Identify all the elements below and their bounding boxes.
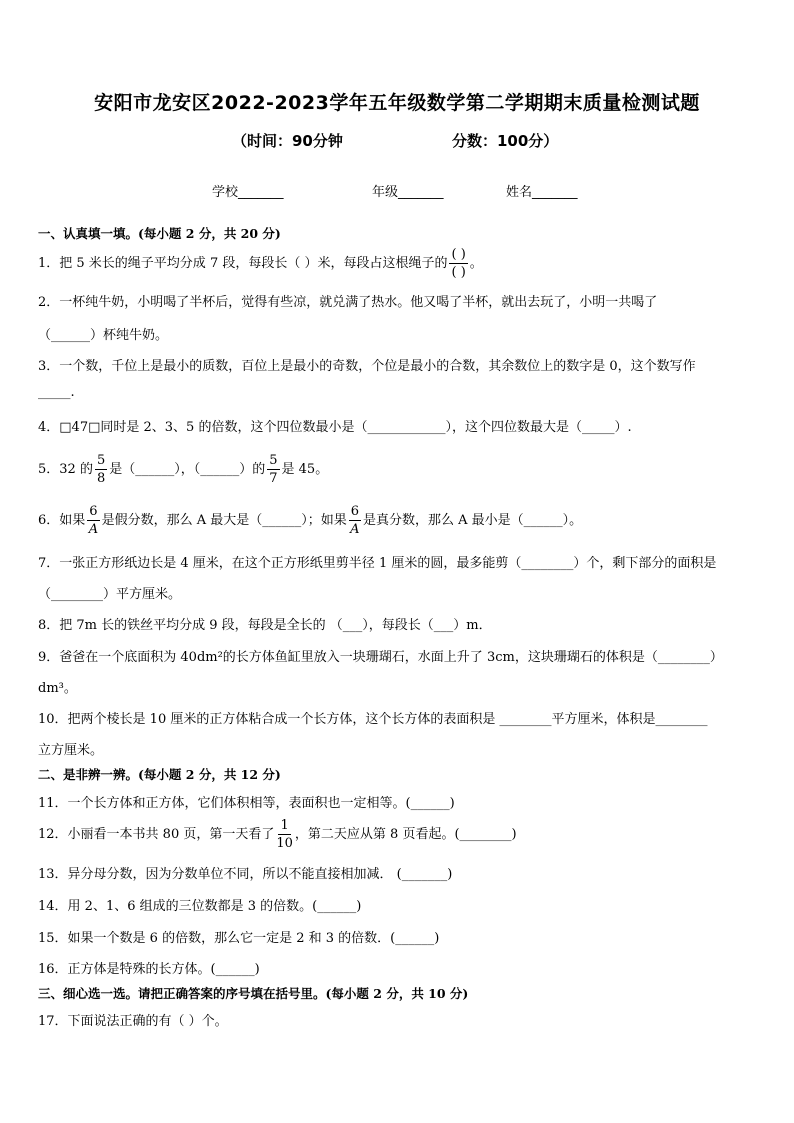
school-field: 学校_______ (212, 185, 284, 200)
question-7-line-1: 7．一张正方形纸边长是 4 厘米，在这个正方形纸里剪半径 1 厘米的圆，最多能剪（________）个，剩下部分的面积是 (38, 556, 717, 571)
question-10-line-1: 10．把两个棱长是 10 厘米的正方体粘合成一个长方体，这个长方体的表面积是 ________平方厘米，体积是________ (38, 712, 708, 727)
q6-text-a: 6．如果 (38, 513, 86, 528)
q6-den-2-var: A (350, 522, 360, 537)
q5-text-b: 是（______），（______）的 (109, 462, 266, 477)
question-14: 14．用 2、1、6 组成的三位数都是 3 的倍数。(______) (38, 899, 362, 914)
question-1 (38, 243, 764, 285)
q6-den-2 (350, 521, 359, 536)
question-12 (38, 814, 764, 856)
question-10-line-2: 立方厘米。 (38, 743, 104, 758)
question-16: 16．正方体是特殊的长方体。(______) (38, 962, 260, 977)
q6-fraction-1 (87, 505, 99, 536)
time-label: （时间：90分钟 (232, 132, 343, 150)
q5-text-a: 5．32 的 (38, 462, 93, 477)
section-3-heading: 三、细心选一选。请把正确答案的序号填在括号里。(每小题 2 分，共 10 分) (38, 986, 469, 1001)
q12-text-a: 12．小丽看一本书共 80 页，第一天看了 (38, 827, 275, 842)
score-label: 分数：100分） (452, 132, 559, 150)
question-2-line-2: （______）杯纯牛奶。 (38, 328, 169, 343)
q5-den-1: 8 (96, 471, 106, 486)
section-1-heading: 一、认真填一填。(每小题 2 分，共 20 分) (38, 226, 281, 241)
name-field: 姓名_______ (506, 185, 578, 200)
q12-den: 10 (276, 836, 293, 851)
q5-fraction-2 (267, 454, 279, 485)
question-6 (38, 500, 764, 542)
q12-text-b: ，第二天应从第 8 页看起。(________) (294, 827, 517, 842)
question-3-line-1: 3．一个数，千位上是最小的质数，百位上是最小的奇数，个位是最小的合数，其余数位上的数字是 0，这个数写作 (38, 359, 696, 374)
question-8: 8．把 7m 长的铁丝平均分成 9 段，每段是全长的 （___），每段长（___）m． (38, 618, 492, 633)
q12-fraction (276, 819, 293, 850)
question-15: 15．如果一个数是 6 的倍数，那么它一定是 2 和 3 的倍数．(______) (38, 931, 440, 946)
q6-fraction-2 (349, 505, 361, 536)
q6-text-b: 是假分数，那么 A 最大是（______）；如果 (101, 513, 347, 528)
question-5 (38, 449, 764, 491)
question-3-line-2: _____. (38, 385, 75, 400)
question-2-line-1: 2．一杯纯牛奶，小明喝了半杯后，觉得有些凉，就兑满了热水。他又喝了半杯，就出去玩了，小明一共喝了 (38, 295, 658, 310)
question-9-line-2: dm³。 (38, 681, 77, 696)
section-2-heading: 二、是非辨一辨。(每小题 2 分，共 12 分) (38, 767, 281, 782)
question-11: 11．一个长方体和正方体，它们体积相等，表面积也一定相等。(______) (38, 796, 455, 811)
q5-den-2: 7 (269, 471, 278, 486)
question-9-line-1: 9．爸爸在一个底面积为 40dm²的长方体鱼缸里放入一块珊瑚石，水面上升了 3cm，这块珊瑚石的体积是（________） (38, 650, 723, 665)
q6-den-1 (89, 521, 98, 536)
q1-fraction (449, 248, 467, 279)
q1-denominator: ( ) (451, 265, 466, 280)
q1-text: 1．把 5 米长的绳子平均分成 7 段，每段长（ ）米，每段占这根绳子的 (38, 256, 448, 271)
q6-num-1: 6 (89, 504, 98, 519)
q5-text-c: 是 45。 (281, 462, 329, 477)
q6-text-c: 是真分数，那么 A 最小是（______）。 (363, 513, 583, 528)
question-17: 17．下面说法正确的有（ ）个。 (38, 1014, 228, 1029)
q12-num: 1 (280, 818, 289, 833)
question-7-line-2: （________）平方厘米。 (38, 587, 182, 602)
exam-meta (0, 130, 794, 152)
q6-num-2: 6 (350, 504, 359, 519)
q1-numerator: ( ) (451, 247, 466, 262)
q5-num-1: 5 (96, 453, 106, 468)
question-13: 13．异分母分数，因为分数单位不同，所以不能直接相加减． (_______) (38, 867, 453, 882)
q6-den-1-var: A (88, 522, 99, 537)
grade-field: 年级_______ (372, 185, 444, 200)
q5-num-2: 5 (269, 453, 278, 468)
question-4: 4．□47□同时是 2、3、5 的倍数，这个四位数最小是（____________），这个四位数最大是（_____）. (38, 420, 632, 435)
q5-fraction-1 (95, 454, 107, 485)
q1-tail: 。 (469, 256, 483, 271)
page-title: 安阳市龙安区2022-2023学年五年级数学第二学期期末质量检测试题 (94, 92, 700, 114)
